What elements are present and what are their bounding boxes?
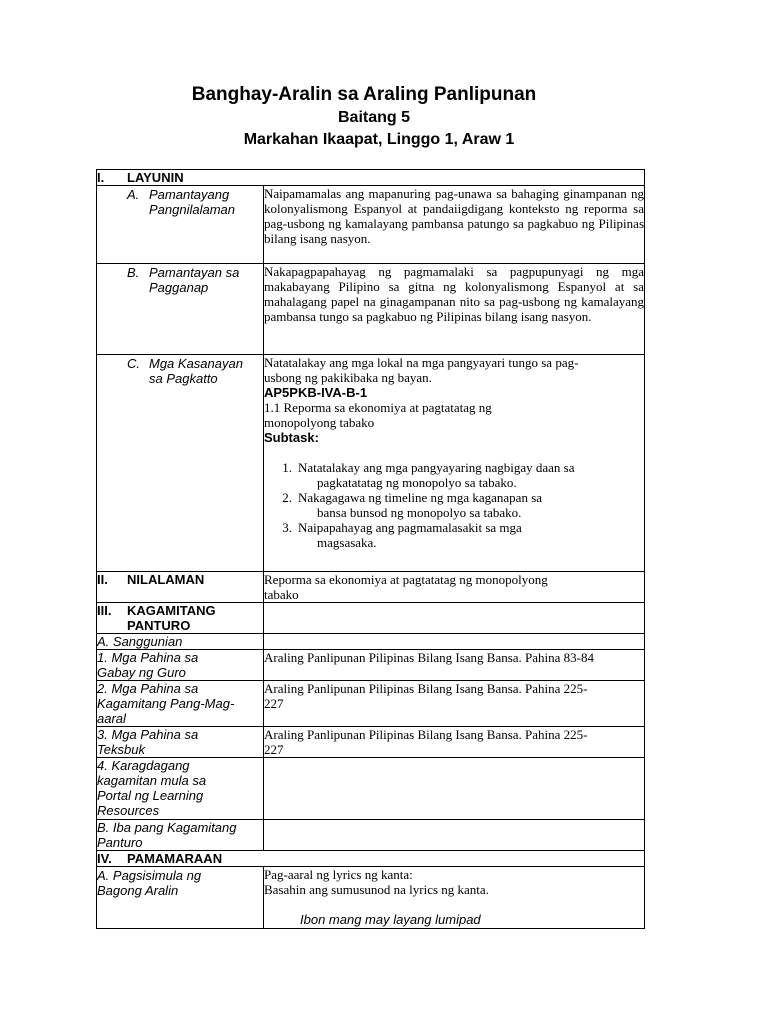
row-label-cell bbox=[97, 727, 264, 758]
list-item-text: pagkatatatag ng monopolyo sa tabako. bbox=[317, 475, 517, 490]
subtask-heading: Subtask: bbox=[264, 430, 319, 445]
subtask-list bbox=[264, 460, 644, 550]
row-content-cell bbox=[264, 681, 645, 727]
section-number: IV. bbox=[97, 851, 112, 866]
row-label-cell bbox=[97, 264, 264, 355]
section-number: II. bbox=[97, 572, 108, 587]
section-heading bbox=[97, 572, 264, 603]
row-label-line: 2. Mga Pahina sa bbox=[97, 681, 199, 696]
row-label-cell bbox=[97, 186, 264, 264]
content-line: tabako bbox=[264, 587, 299, 602]
empty-cell bbox=[264, 634, 645, 650]
row-content-cell bbox=[264, 355, 645, 572]
content-line: Basahin ang sumusunod na lyrics ng kanta. bbox=[264, 882, 489, 897]
row-label-line: sa Pagkatto bbox=[149, 371, 218, 386]
list-number: 1. bbox=[282, 460, 292, 475]
section-row-kagamitan bbox=[97, 603, 645, 634]
table-row bbox=[97, 758, 645, 820]
table-row bbox=[97, 650, 645, 681]
list-number: 2. bbox=[282, 490, 292, 505]
section-label: PANTURO bbox=[127, 618, 191, 633]
row-label-line: Pamantayan sa bbox=[149, 265, 240, 280]
table-row bbox=[97, 681, 645, 727]
row-label-cell bbox=[97, 681, 264, 727]
content-line: Araling Panlipunan Pilipinas Bilang Isang Bansa. Pahina 225- bbox=[264, 727, 588, 742]
list-item bbox=[264, 490, 644, 520]
competency-code: AP5PKB-IVA-B-1 bbox=[264, 385, 368, 400]
list-item-text: magsasaka. bbox=[317, 535, 377, 550]
row-label-cell bbox=[97, 758, 264, 820]
row-letter: A. bbox=[127, 187, 140, 202]
list-item bbox=[264, 520, 644, 550]
row-content-cell bbox=[264, 186, 645, 264]
content-line: 227 bbox=[264, 742, 284, 757]
row-label-line: Panturo bbox=[97, 835, 143, 850]
row-content-cell bbox=[264, 264, 645, 355]
empty-cell bbox=[264, 820, 645, 851]
content-paragraph: Naipamamalas ang mapanuring pag-unawa sa bahaging ginampanan ng kolonyalismong Espanyol at pandaiigdigang konteksto ng reporma sa pag-usbong ng kamalayang pambansa patungo sa pagkabuo ng Pilipinas bbox=[264, 186, 644, 231]
document-title: Banghay-Aralin sa Araling Panlipunan bbox=[191, 84, 537, 105]
row-label-line: kagamitan mula sa bbox=[97, 773, 207, 788]
row-label-line: Resources bbox=[97, 803, 160, 818]
row-label-line: Kagamitang Pang-Mag- bbox=[97, 696, 235, 711]
empty-cell bbox=[264, 603, 645, 634]
table-row bbox=[97, 820, 645, 851]
section-label: KAGAMITANG bbox=[127, 603, 216, 618]
row-label-line: A. Pagsisimula ng bbox=[97, 868, 202, 883]
song-lyric-line: Ibon mang may layang lumipad bbox=[300, 912, 481, 927]
list-item-text: Natatalakay ang mga pangyayaring nagbigay daan sa bbox=[298, 460, 575, 475]
content-line: Pag-aaral ng lyrics ng kanta: bbox=[264, 867, 413, 882]
row-label-cell: A. Sanggunian bbox=[97, 634, 264, 650]
section-label: NILALAMAN bbox=[127, 572, 205, 587]
table-row bbox=[97, 634, 645, 650]
content-line: Reporma sa ekonomiya at pagtatatag ng monopolyong bbox=[264, 572, 548, 587]
row-content-cell bbox=[264, 572, 645, 603]
table-row bbox=[97, 867, 645, 929]
content-paragraph: Nakapagpapahayag ng pagmamalaki sa pagpupunyagi ng mga makabayang Pilipino sa gitna ng kolonyalismong Espanyol at sa mahalagang papel na ginagampanan nito sa pag-usbong ng kamalayang pambansa tungo sa pagkabuo ng Pilipinas bilang isang nasyon. bbox=[264, 264, 644, 324]
row-label-line: Pangnilalaman bbox=[149, 202, 236, 217]
table-row bbox=[97, 264, 645, 355]
content-line: usbong ng pakikibaka ng bayan. bbox=[264, 370, 432, 385]
section-row-nilalaman bbox=[97, 572, 645, 603]
content-line: Araling Panlipunan Pilipinas Bilang Isang Bansa. Pahina 83-84 bbox=[264, 650, 595, 665]
content-line: Araling Panlipunan Pilipinas Bilang Isang Bansa. Pahina 225- bbox=[264, 681, 588, 696]
section-row-pamamaraan bbox=[97, 851, 645, 867]
row-label-line: 4. Karagdagang bbox=[97, 758, 190, 773]
section-heading bbox=[97, 851, 645, 867]
row-label-line: Gabay ng Guro bbox=[97, 665, 186, 680]
row-label-line: Teksbuk bbox=[97, 742, 145, 757]
row-label-line: 3. Mga Pahina sa bbox=[97, 727, 199, 742]
content-line: 1.1 Reporma sa ekonomiya at pagtatatag ng bbox=[264, 400, 492, 415]
row-label-line: B. Iba pang Kagamitang bbox=[97, 820, 237, 835]
list-item-text: bansa bunsod ng monopolyo sa tabako. bbox=[317, 505, 522, 520]
row-label-line: Pamantayang bbox=[149, 187, 230, 202]
content-line: bilang isang nasyon. bbox=[264, 231, 371, 246]
list-item-text: Naipapahayag ang pagmamalasakit sa mga bbox=[298, 520, 522, 535]
table-row bbox=[97, 186, 645, 264]
row-content-cell bbox=[264, 727, 645, 758]
lesson-plan-table bbox=[96, 169, 645, 929]
table-row bbox=[97, 727, 645, 758]
section-label: PAMAMARAAN bbox=[127, 851, 223, 866]
section-number: III. bbox=[97, 603, 112, 618]
row-label-cell bbox=[97, 820, 264, 851]
section-row-layunin bbox=[97, 170, 645, 186]
grade-level: Baitang 5 bbox=[337, 109, 410, 126]
row-content-cell bbox=[264, 650, 645, 681]
row-label-line: Mga Kasanayan bbox=[149, 356, 243, 371]
row-label-line: Bagong Aralin bbox=[97, 883, 179, 898]
section-number: I. bbox=[97, 170, 105, 185]
list-item bbox=[264, 460, 644, 490]
list-item-text: Nakagagawa ng timeline ng mga kaganapan sa bbox=[298, 490, 543, 505]
section-heading bbox=[97, 170, 645, 186]
empty-cell bbox=[264, 758, 645, 820]
row-label-line: aaral bbox=[97, 711, 126, 726]
row-label-cell bbox=[97, 867, 264, 929]
row-label-cell bbox=[97, 355, 264, 572]
row-content-cell bbox=[264, 867, 645, 929]
content-line: Natatalakay ang mga lokal na mga pangyayari tungo sa pag- bbox=[264, 355, 579, 370]
row-letter: C. bbox=[127, 356, 140, 371]
quarter-week-day: Markahan Ikaapat, Linggo 1, Araw 1 bbox=[243, 131, 515, 148]
content-line: monopolyong tabako bbox=[264, 415, 375, 430]
section-heading bbox=[97, 603, 264, 634]
row-label-cell bbox=[97, 650, 264, 681]
row-label-line: 1. Mga Pahina sa bbox=[97, 650, 199, 665]
row-letter: B. bbox=[127, 265, 140, 280]
content-line: 227 bbox=[264, 696, 284, 711]
table-row bbox=[97, 355, 645, 572]
list-number: 3. bbox=[282, 520, 292, 535]
section-label: LAYUNIN bbox=[127, 170, 184, 185]
row-label-line: Pagganap bbox=[149, 280, 209, 295]
row-label-line: Portal ng Learning bbox=[97, 788, 204, 803]
